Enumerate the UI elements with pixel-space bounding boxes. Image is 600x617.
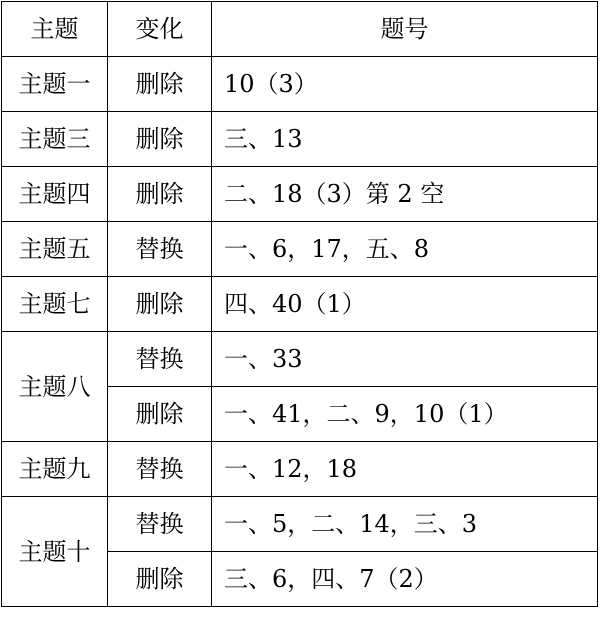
change-cell: 替换 <box>108 222 212 277</box>
numbers-cell: 四、40（1） <box>212 277 598 332</box>
table-row <box>2 222 598 277</box>
table-row <box>2 332 598 387</box>
topic-cell: 主题八 <box>2 332 108 442</box>
change-cell: 删除 <box>108 387 212 442</box>
table-row <box>2 112 598 167</box>
numbers-cell: 一、41，二、9，10（1） <box>212 387 598 442</box>
numbers-cell: 一、6，17，五、8 <box>212 222 598 277</box>
change-cell: 替换 <box>108 497 212 552</box>
numbers-cell: 二、18（3）第 2 空 <box>212 167 598 222</box>
change-cell: 删除 <box>108 112 212 167</box>
numbers-cell: 一、33 <box>212 332 598 387</box>
change-cell: 删除 <box>108 552 212 607</box>
numbers-cell: 10（3） <box>212 57 598 112</box>
table-row <box>2 57 598 112</box>
header-row <box>2 2 598 57</box>
topic-cell: 主题四 <box>2 167 108 222</box>
table-row <box>2 442 598 497</box>
topic-cell: 主题七 <box>2 277 108 332</box>
change-cell: 删除 <box>108 57 212 112</box>
change-cell: 替换 <box>108 332 212 387</box>
numbers-cell: 三、6，四、7（2） <box>212 552 598 607</box>
table-row <box>2 277 598 332</box>
table-row <box>2 497 598 552</box>
change-cell: 替换 <box>108 442 212 497</box>
change-cell: 删除 <box>108 277 212 332</box>
numbers-cell: 一、5，二、14，三、3 <box>212 497 598 552</box>
header-topic: 主题 <box>2 2 108 57</box>
header-numbers: 题号 <box>212 2 598 57</box>
numbers-cell: 三、13 <box>212 112 598 167</box>
header-change: 变化 <box>108 2 212 57</box>
topic-cell: 主题五 <box>2 222 108 277</box>
change-cell: 删除 <box>108 167 212 222</box>
topic-cell: 主题十 <box>2 497 108 607</box>
table-row <box>2 167 598 222</box>
topic-cell: 主题三 <box>2 112 108 167</box>
topic-cell: 主题九 <box>2 442 108 497</box>
numbers-cell: 一、12，18 <box>212 442 598 497</box>
topic-change-table <box>1 1 598 607</box>
topic-cell: 主题一 <box>2 57 108 112</box>
